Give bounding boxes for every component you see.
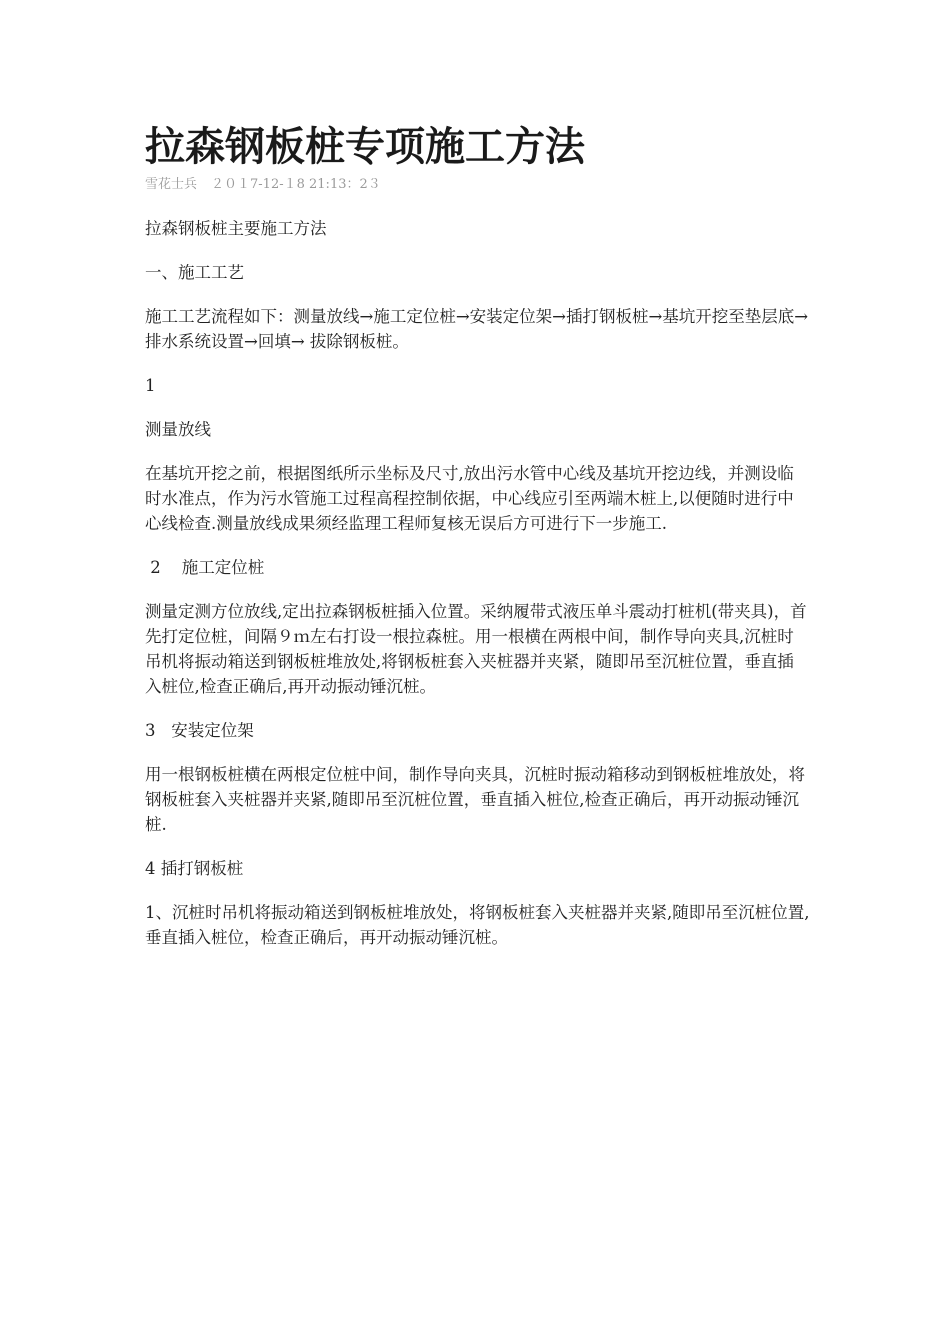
paragraph-body: 在基坑开挖之前，根据图纸所示坐标及尺寸,放出污水管中心线及基坑开挖边线，并测设临时水准点，作为污水管施工过程高程控制依据，中心线应引至两端木桩上,以便随时进行中心线检查.测量放线成果须经监理工程师复核无误后方可进行下一步施工. xyxy=(145,464,794,533)
publish-datetime: ２０１7-12-１8 21:13：2３ xyxy=(211,177,381,192)
paragraph-step-heading: 4 插打钢板桩 xyxy=(145,859,244,878)
paragraph-process-flow: 施工工艺流程如下：测量放线→施工定位桩→安装定位架→插打钢板桩→基坑开挖至垫层底→排水系统设置→回填→ 拔除钢板桩。 xyxy=(145,307,809,351)
paragraph-step-heading: 测量放线 xyxy=(145,420,211,439)
paragraph-body: 用一根钢板桩横在两根定位桩中间，制作导向夹具，沉桩时振动箱移动到钢板桩堆放处，将钢板桩套入夹桩器并夹紧,随即吊至沉桩位置，垂直插入桩位,检查正确后，再开动振动锤沉桩. xyxy=(145,765,805,834)
paragraph-step-heading: 2 施工定位桩 xyxy=(145,558,265,577)
paragraph-body: 测量定测方位放线,定出拉森钢板桩插入位置。采纳履带式液压单斗震动打桩机(带夹具)，首先打定位桩，间隔９ｍ左右打设一根拉森桩。用一根横在两根中间，制作导向夹具,沉桩时吊机将振动箱送到钢板桩堆放处,将钢板桩套入夹桩器并夹紧，随即吊至沉桩位置，垂直插入桩位,检查正确后,再开动振动锤沉桩。 xyxy=(145,602,807,696)
document-body xyxy=(145,120,810,950)
paragraph-step-heading: 3 安装定位架 xyxy=(145,721,254,740)
document-meta xyxy=(145,176,810,194)
paragraph-heading-main: 拉森钢板桩主要施工方法 xyxy=(145,219,327,238)
author-name: 雪花士兵 xyxy=(145,177,198,192)
document-title: 拉森钢板桩专项施工方法 xyxy=(145,123,585,170)
paragraph-section-heading: 一、施工工艺 xyxy=(145,263,244,282)
paragraph-body: 1、沉桩时吊机将振动箱送到钢板桩堆放处，将钢板桩套入夹桩器并夹紧,随即吊至沉桩位置,垂直插入桩位，检查正确后，再开动振动锤沉桩。 xyxy=(145,903,810,947)
paragraph-step-number: 1 xyxy=(145,376,156,395)
